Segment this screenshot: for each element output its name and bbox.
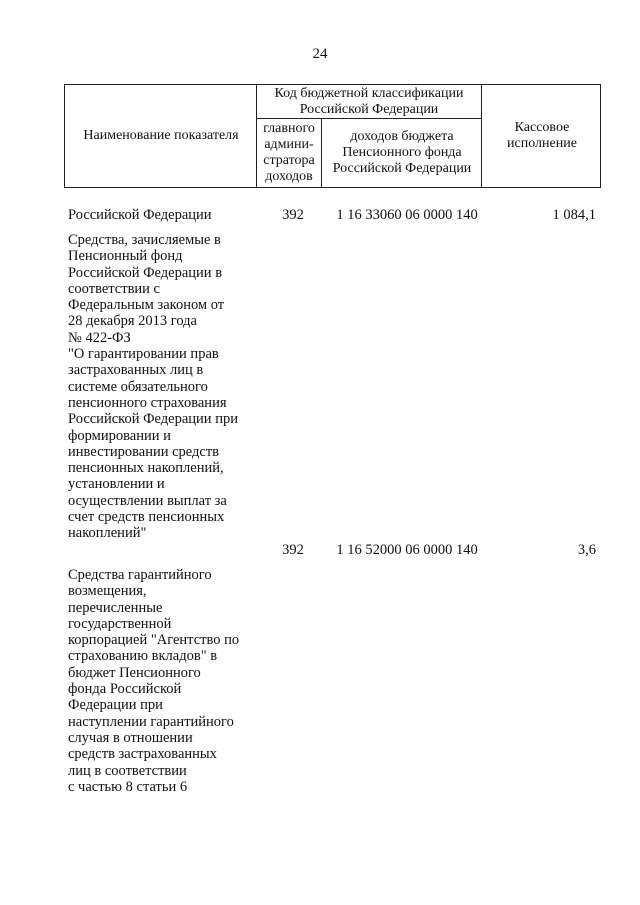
table-row-3-name: Средства гарантийного возмещения, перечисленные государственной корпорацией "Агентство по страхованию вкладов" в бюджет Пенсионного фонда Российской Федерации при наступлении гарантийного случая в отношении средств застрахованных лиц в соответствии с частью 8 статьи 6	[68, 567, 240, 795]
header-border-left	[64, 84, 65, 188]
header-code-group: Код бюджетной классификации Российской Федерации	[274, 85, 464, 117]
table-row-1-admin: 392	[282, 207, 304, 223]
table-row-2-admin: 392	[282, 542, 304, 558]
header-name-column: Наименование показателя	[83, 128, 239, 143]
table-row-2-amount: 3,6	[577, 542, 596, 558]
header-border-right	[600, 84, 601, 188]
header-revenue-column: доходов бюджета Пенсионного фонда Российской Федерации	[332, 129, 472, 176]
table-row-2-code: 1 16 52000 06 0000 140	[336, 542, 478, 558]
table-header	[64, 84, 601, 188]
header-divider-admin	[321, 118, 322, 188]
header-admin-column: главного админи-стратора доходов	[263, 121, 315, 184]
header-divider-execution	[481, 84, 482, 188]
table-row-1-amount: 1 084,1	[552, 207, 596, 223]
table-row-2-name: Средства, зачисляемые в Пенсионный фонд Российской Федерации в соответствии с Федеральным законом от 28 декабря 2013 года № 422-ФЗ "О гарантировании прав застрахованных лиц в системе обязательного пенсионного страхования Российской Федерации при формировании и инвестировании средств пенсионных накоплений, установлении и осуществлении выплат за счет средств пенсионных накоплений"	[68, 232, 238, 542]
page-number: 24	[312, 46, 328, 62]
table-row-1-code: 1 16 33060 06 0000 140	[336, 207, 478, 223]
header-divider-name	[256, 84, 257, 188]
header-execution-column: Кассовое исполнение	[507, 120, 577, 151]
table-row-1-name: Российской Федерации	[68, 207, 212, 223]
